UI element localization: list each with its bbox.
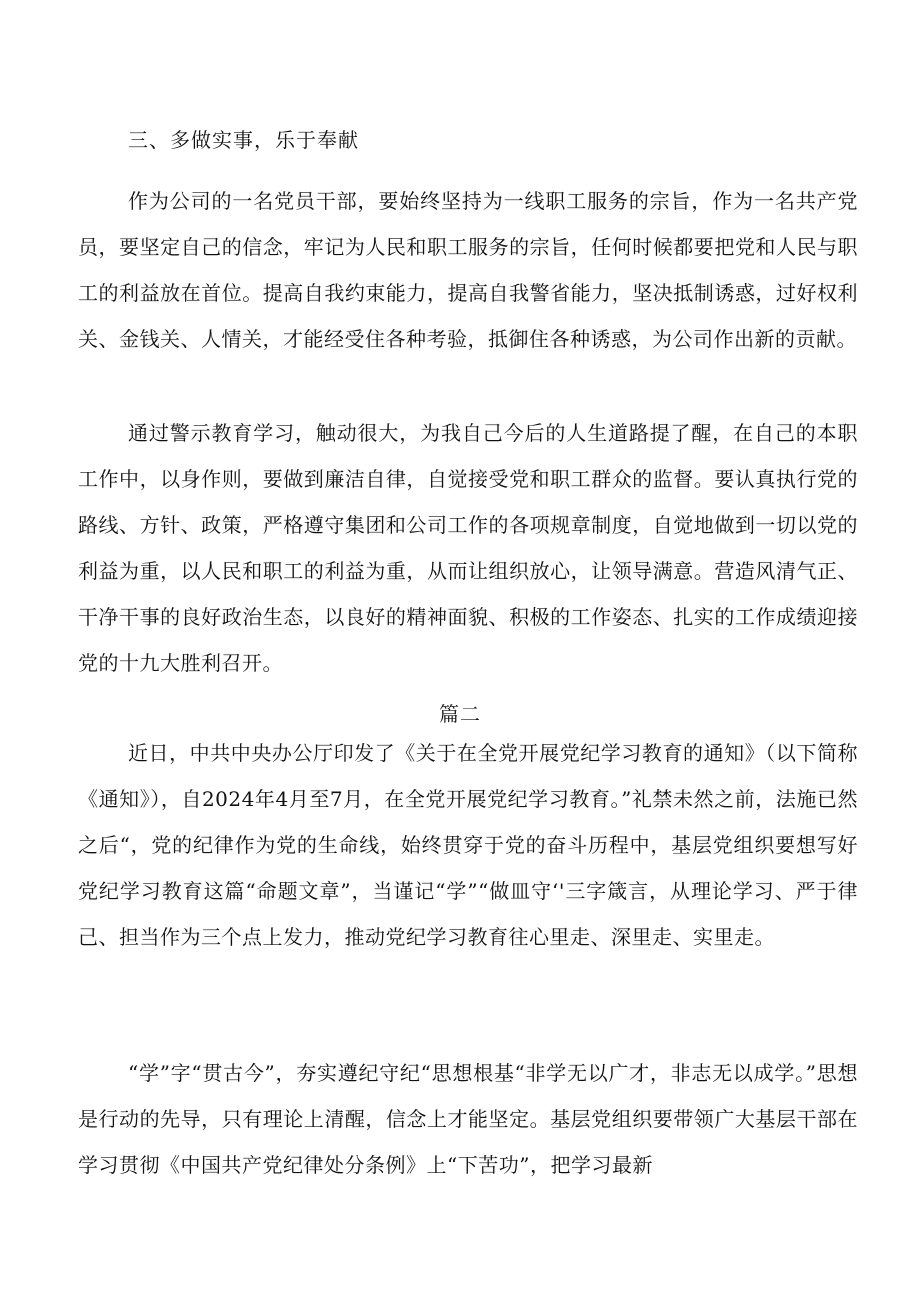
paragraph-1: 作为公司的一名党员干部，要始终坚持为一线职工服务的宗旨，作为一名共产党员，要坚定自己的信念，牢记为人民和职工服务的宗旨，任何时候都要把党和人民与职工的利益放在首位。提高自我约束能力，提高自我警省能力，坚决抵制诱惑，过好权利关、金钱关、人情关，才能经受住各种考验，抵御住各种诱惑，为公司作出新的贡献。	[78, 189, 858, 351]
paragraph-3: 近日，中共中央办公厅印发了《关于在全党开展党纪学习教育的通知》（以下简称《通知》），自2024年4月至7月，在全党开展党纪学习教育。”礼禁未然之前，法施已然之后“，党的纪律作为党的生命线，始终贯穿于党的奋斗历程中，基层党组织要想写好党纪学习教育这篇“命题文章”，当谨记“学”“做皿守‘'三字箴言，从理论学习、严于律己、担当作为三个点上发力，推动党纪学习教育往心里走、深里走、实里走。	[78, 741, 858, 949]
paragraph-2: 通过警示教育学习，触动很大，为我自己今后的人生道路提了醒，在自己的本职工作中，以身作则，要做到廉洁自律，自觉接受党和职工群众的监督。要认真执行党的路线、方针、政策，严格遵守集团和公司工作的各项规章制度，自觉地做到一切以党的利益为重，以人民和职工的利益为重，从而让组织放心，让领导满意。营造风清气正、干净干事的良好政治生态，以良好的精神面貌、积极的工作姿态、扎实的工作成绩迎接党的十九大胜利召开。	[78, 421, 858, 675]
section-title: 篇二	[439, 702, 481, 726]
paragraph-4: “学”字“贯古今”，夯实遵纪守纪“思想根基“非学无以广才，非志无以成学。”思想是行动的先导，只有理论上清醒，信念上才能坚定。基层党组织要带领广大基层干部在学习贯彻《中国共产党纪律处分条例》上“下苦功”，把学习最新	[78, 1061, 858, 1177]
section-heading: 三、多做实事，乐于奉献	[128, 128, 359, 152]
